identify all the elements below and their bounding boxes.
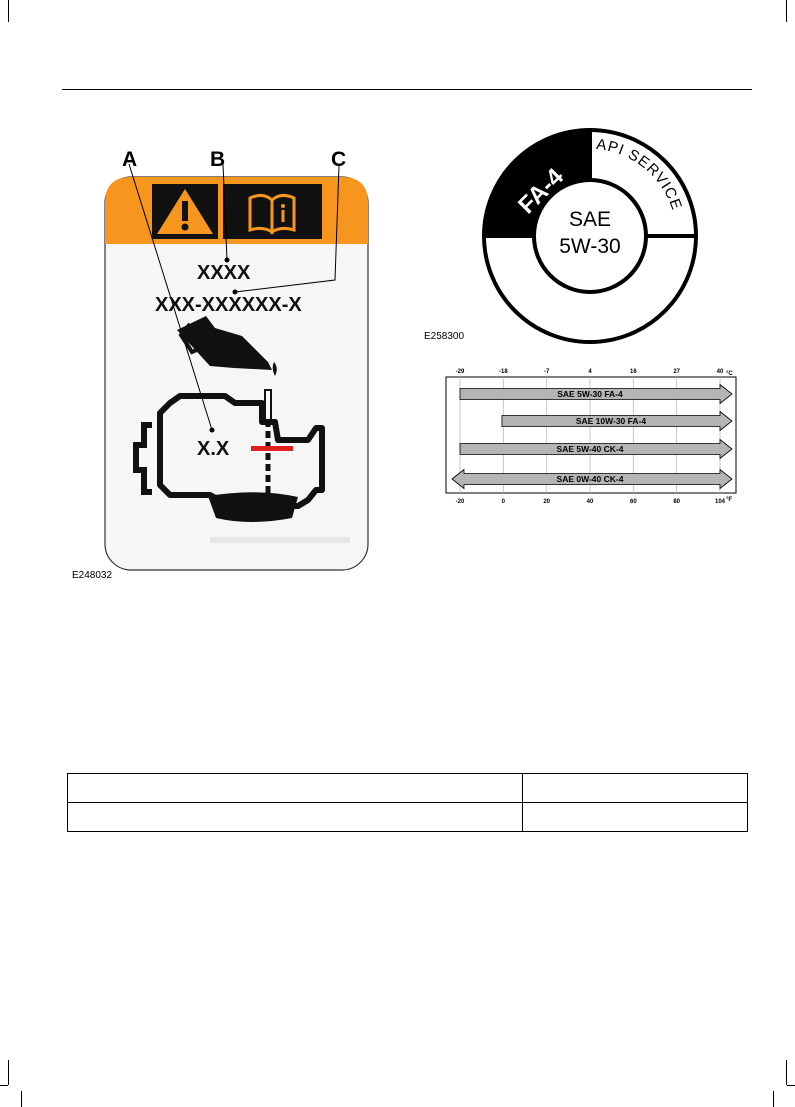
fahrenheit-tick-label: -20 [455, 499, 465, 505]
table-cell [68, 774, 523, 803]
table-cell [523, 803, 748, 832]
table-cell [68, 803, 523, 832]
header-rule [62, 89, 752, 90]
crop-mark-top-right [786, 0, 787, 22]
crop-mark-bottom-left-h [0, 1085, 8, 1086]
celsius-tick-label: 40 [716, 369, 724, 375]
celsius-tick-label: 27 [673, 369, 681, 375]
crop-mark-bottom-right-h [787, 1085, 795, 1086]
center-viscosity: 5W-30 [559, 235, 621, 258]
center-sae: SAE [568, 208, 612, 231]
fahrenheit-tick-label: 20 [543, 499, 551, 505]
callout-c: C [331, 148, 347, 171]
crop-mark-bottom-right-v [786, 1060, 787, 1085]
table-row [68, 774, 748, 803]
callout-b: B [210, 148, 226, 171]
range-label: SAE 0W-40 CK-4 [556, 474, 624, 484]
dipstick-full-mark [251, 446, 293, 451]
fahrenheit-tick-label: 104 [714, 499, 726, 505]
celsius-unit: °C [726, 371, 733, 377]
celsius-tick-label: 4 [588, 369, 592, 375]
crop-mark-bottom-right-v2 [773, 1091, 774, 1107]
placeholder-part-number: XXX-XXXXXX-X [155, 294, 302, 316]
fahrenheit-unit: °F [726, 497, 733, 503]
warning-icon [152, 184, 218, 239]
fahrenheit-tick-label: 80 [673, 499, 681, 505]
fahrenheit-tick-label: 40 [586, 499, 594, 505]
celsius-tick-label: -18 [498, 369, 508, 375]
fahrenheit-tick-label: 0 [501, 499, 506, 505]
crop-mark-top-left [8, 0, 9, 22]
figure-code-left: E248032 [72, 570, 113, 581]
table-cell [523, 774, 748, 803]
temperature-chart [440, 360, 750, 510]
api-symbol-figure [420, 125, 700, 350]
oil-label-graphic [60, 140, 380, 590]
celsius-tick-label: -7 [543, 369, 550, 375]
spec-table [67, 773, 748, 832]
oil-label-figure [60, 140, 380, 590]
range-label: SAE 5W-30 FA-4 [557, 389, 623, 399]
crop-mark-bottom-left-v2 [21, 1091, 22, 1107]
range-label: SAE 10W-30 FA-4 [575, 416, 647, 426]
arc-text: API SERVICE [595, 135, 686, 213]
figure-code-right: E258300 [424, 331, 465, 342]
callout-a: A [122, 148, 138, 171]
crop-mark-bottom-left-v [8, 1060, 9, 1085]
placeholder-capacity: X.X [197, 438, 230, 460]
celsius-tick-label: 16 [629, 369, 637, 375]
celsius-tick-label: -29 [455, 369, 465, 375]
table-row [68, 803, 748, 832]
placeholder-top: XXXX [197, 262, 251, 284]
manual-info-icon [223, 184, 322, 239]
fahrenheit-tick-label: 60 [629, 499, 637, 505]
fa4-text: FA-4 [513, 163, 570, 220]
chart-svg [440, 360, 750, 510]
range-label: SAE 5W-40 CK-4 [556, 444, 624, 454]
